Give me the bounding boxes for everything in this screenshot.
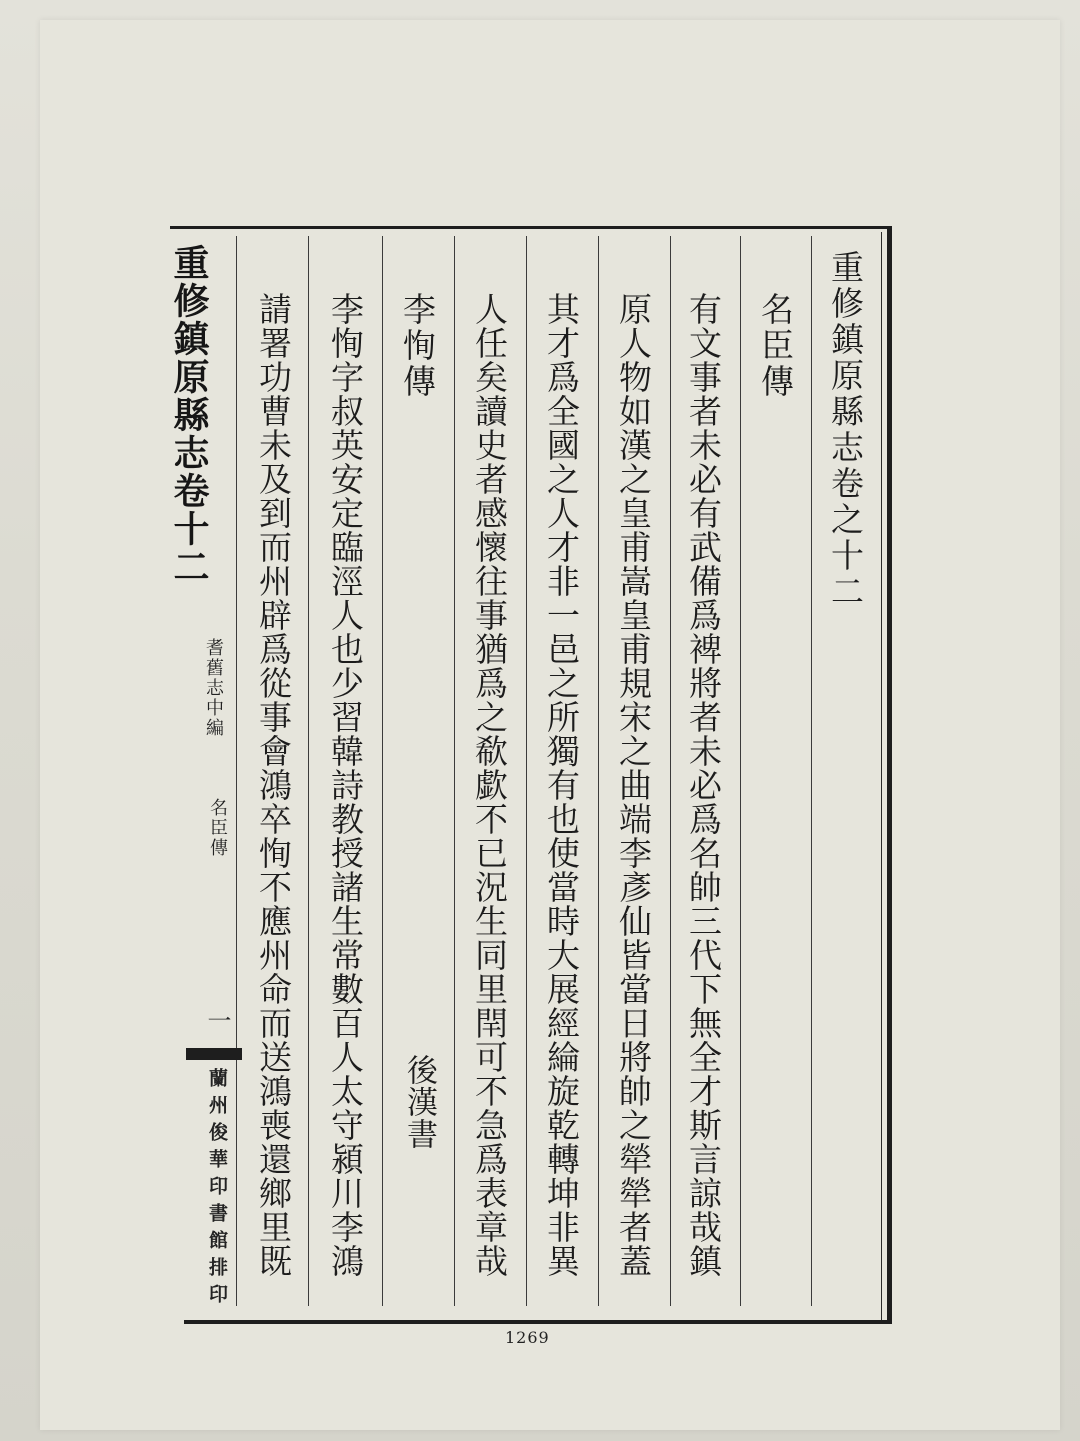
column-rule	[526, 236, 527, 1306]
frame-right-rule	[887, 226, 892, 1324]
frame-inner-right-rule	[881, 232, 882, 1320]
column-rule	[740, 236, 741, 1306]
fold-marker	[186, 1048, 242, 1060]
column-rule	[670, 236, 671, 1306]
preface-line-1: 有文事者未必有武備爲裨將者未必爲名帥三代下無全才斯言諒哉鎮	[684, 292, 723, 1278]
spine-leaf-number: 一	[203, 1008, 231, 1034]
column-rule	[236, 236, 237, 1306]
printer-imprint: 蘭州俊華印書館排印	[206, 1068, 228, 1311]
section-heading: 名臣傳	[756, 292, 795, 400]
column-rule	[454, 236, 455, 1306]
biography-line-1: 李恂字叔英安定臨涇人也少習韓詩教授諸生常數百人太守潁川李鴻	[326, 292, 365, 1278]
spine-section: 名臣傳	[207, 798, 228, 858]
biography-line-2: 請署功曹未及到而州辟爲從事會鴻卒恂不應州命而送鴻喪還鄉里既	[254, 292, 293, 1278]
preface-line-3: 其才爲全國之人才非一邑之所獨有也使當時大展經綸旋乾轉坤非異	[542, 292, 581, 1278]
biography-heading: 李恂傳	[398, 292, 437, 400]
book-title: 重修鎮原縣志卷之十二	[826, 250, 865, 610]
spine-title: 重修鎮原縣志卷十二	[168, 244, 210, 586]
frame-bottom-rule	[184, 1320, 892, 1324]
column-rule	[382, 236, 383, 1306]
biography-source: 後漢書	[401, 1054, 437, 1150]
spine-category: 耆舊志中編	[203, 638, 224, 738]
column-rule	[598, 236, 599, 1306]
column-rule	[811, 236, 812, 1306]
preface-line-4: 人任矣讀史者感懷往事猶爲之欷歔不已況生同里閈可不急爲表章哉	[470, 292, 509, 1278]
column-rule	[308, 236, 309, 1306]
preface-line-2: 原人物如漢之皇甫嵩皇甫規宋之曲端李彥仙皆當日將帥之犖犖者蓋	[614, 292, 653, 1278]
page-number: 1269	[505, 1328, 550, 1347]
frame-top-rule	[170, 226, 892, 229]
